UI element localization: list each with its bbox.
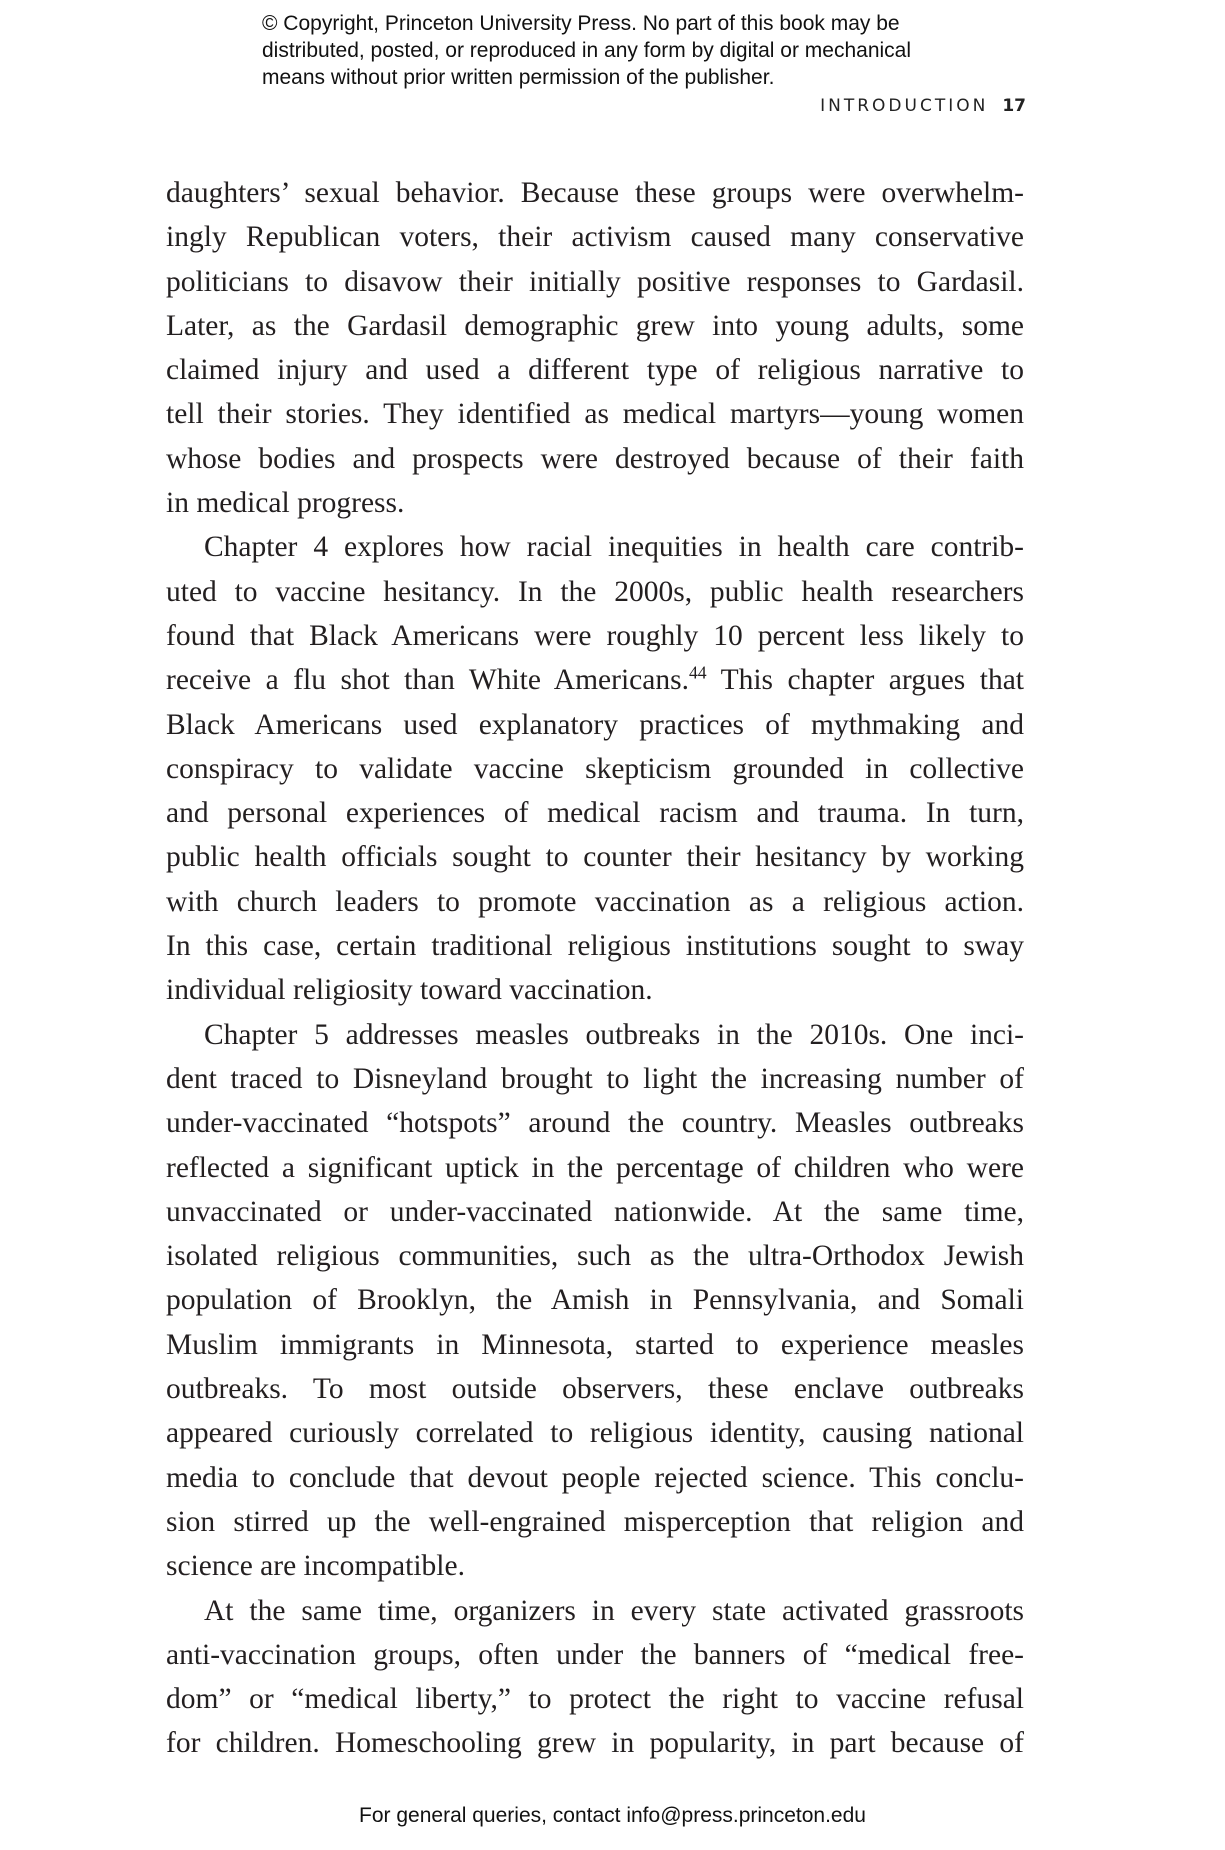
- text-line-content: population of Brooklyn, the Amish in Pennsylvania, and Somali: [166, 1284, 1024, 1317]
- text-line-content: whose bodies and prospects were destroyed because of their faith: [166, 442, 1024, 475]
- text-line: [166, 304, 1024, 348]
- text-line: [166, 260, 1024, 304]
- text-line-content: in medical progress.: [166, 487, 405, 520]
- text-line: [166, 968, 1024, 1012]
- text-line: [166, 880, 1024, 924]
- text-line: [166, 437, 1024, 481]
- text-line-content: sion stirred up the well-engrained misperception that religion and: [166, 1505, 1024, 1538]
- text-line-content: for children. Homeschooling grew in popularity, in part because of: [166, 1727, 1024, 1760]
- body-text: [166, 171, 1024, 1766]
- text-line: [166, 1323, 1024, 1367]
- text-line: [166, 1411, 1024, 1455]
- text-line: [166, 525, 1024, 569]
- text-line-content: In this case, certain traditional religious institutions sought to sway: [166, 930, 1024, 963]
- text-line: [166, 835, 1024, 879]
- text-line-content: Black Americans used explanatory practices of mythmaking and: [166, 708, 1024, 741]
- text-line-content: Later, as the Gardasil demographic grew into young adults, some: [166, 309, 1024, 342]
- text-line-content: daughters’ sexual behavior. Because these groups were overwhelm-: [166, 177, 1024, 209]
- text-line-content: anti-vaccination groups, often under the banners of “medical free-: [166, 1638, 1024, 1671]
- text-line: [166, 1234, 1024, 1278]
- text-line: [166, 1500, 1024, 1544]
- text-line-content: ingly Republican voters, their activism caused many conservative: [166, 221, 1024, 254]
- text-line: [166, 791, 1024, 835]
- section-title: INTRODUCTION: [820, 96, 989, 116]
- copyright-line: means without prior written permission of the publisher.: [262, 66, 775, 89]
- text-line-content: uted to vaccine hesitancy. In the 2000s, public health researchers: [166, 575, 1024, 608]
- text-line-content: politicians to disavow their initially positive responses to Gardasil.: [166, 265, 1024, 298]
- footer-contact: For general queries, contact info@press.princeton.edu: [359, 1804, 866, 1827]
- text-line: [166, 1544, 1024, 1588]
- text-line: [166, 1721, 1024, 1765]
- text-line: [166, 703, 1024, 747]
- text-line-content: public health officials sought to counter their hesitancy by working: [166, 841, 1024, 874]
- text-line-content: outbreaks. To most outside observers, these enclave outbreaks: [166, 1373, 1024, 1406]
- text-line: [166, 392, 1024, 436]
- text-line: [166, 1633, 1024, 1677]
- text-line-content: found that Black Americans were roughly 10 percent less likely to: [166, 619, 1024, 652]
- text-line: [166, 924, 1024, 968]
- text-line: [166, 614, 1024, 658]
- text-line-content: Muslim immigrants in Minnesota, started to experience measles: [166, 1328, 1024, 1361]
- text-line-content: appeared curiously correlated to religious identity, causing national: [166, 1417, 1024, 1450]
- text-line: [166, 1190, 1024, 1234]
- footnote-marker[interactable]: 44: [688, 662, 707, 683]
- text-line: [166, 1589, 1024, 1633]
- text-line-content: with church leaders to promote vaccination as a religious action.: [166, 885, 1024, 918]
- text-line: [166, 747, 1024, 791]
- text-line: [166, 348, 1024, 392]
- text-line-continuation: This chapter argues that: [706, 664, 1024, 697]
- text-line-content: Chapter 5 addresses measles outbreaks in the 2010s. One inci-: [204, 1018, 1024, 1051]
- text-line: [166, 215, 1024, 259]
- copyright-notice: [262, 10, 1062, 91]
- running-head: [820, 95, 1026, 117]
- copyright-line: © Copyright, Princeton University Press. No part of this book may be: [262, 12, 900, 35]
- copyright-line: distributed, posted, or reproduced in any form by digital or mechanical: [262, 39, 912, 62]
- text-line-content: conspiracy to validate vaccine skepticism grounded in collective: [166, 752, 1024, 785]
- text-line-content: dom” or “medical liberty,” to protect the right to vaccine refusal: [166, 1683, 1024, 1716]
- text-line-content: At the same time, organizers in every state activated grassroots: [204, 1594, 1024, 1627]
- text-line: [166, 1146, 1024, 1190]
- text-line: [166, 1101, 1024, 1145]
- text-line: [166, 1367, 1024, 1411]
- text-line: [166, 570, 1024, 614]
- text-line: [166, 481, 1024, 525]
- text-line-content: individual religiosity toward vaccination.: [166, 974, 653, 1007]
- text-line: [166, 1057, 1024, 1101]
- text-line-content: isolated religious communities, such as the ultra-Orthodox Jewish: [166, 1240, 1024, 1273]
- text-line: [166, 1013, 1024, 1057]
- text-line: [166, 1278, 1024, 1322]
- text-line-content: under-vaccinated “hotspots” around the country. Measles outbreaks: [166, 1107, 1024, 1140]
- text-line-content: Chapter 4 explores how racial inequities in health care contrib-: [204, 531, 1024, 564]
- text-line-content: and personal experiences of medical racism and trauma. In turn,: [166, 797, 1024, 830]
- text-line-content: reflected a significant uptick in the percentage of children who were: [166, 1151, 1024, 1184]
- text-line-content: claimed injury and used a different type of religious narrative to: [166, 354, 1024, 387]
- text-line-content: unvaccinated or under-vaccinated nationwide. At the same time,: [166, 1195, 1024, 1228]
- page-number: 17: [1002, 96, 1026, 116]
- text-line: [166, 1456, 1024, 1500]
- text-line-content: media to conclude that devout people rejected science. This conclu-: [166, 1461, 1024, 1494]
- text-line-content: science are incompatible.: [166, 1550, 465, 1583]
- text-line: [166, 1677, 1024, 1721]
- text-line-content: receive a flu shot than White Americans.: [166, 664, 689, 697]
- text-line: [166, 658, 1024, 702]
- text-line-content: tell their stories. They identified as medical martyrs—young women: [166, 398, 1024, 431]
- text-line: [166, 171, 1024, 215]
- text-line-content: dent traced to Disneyland brought to light the increasing number of: [166, 1062, 1024, 1095]
